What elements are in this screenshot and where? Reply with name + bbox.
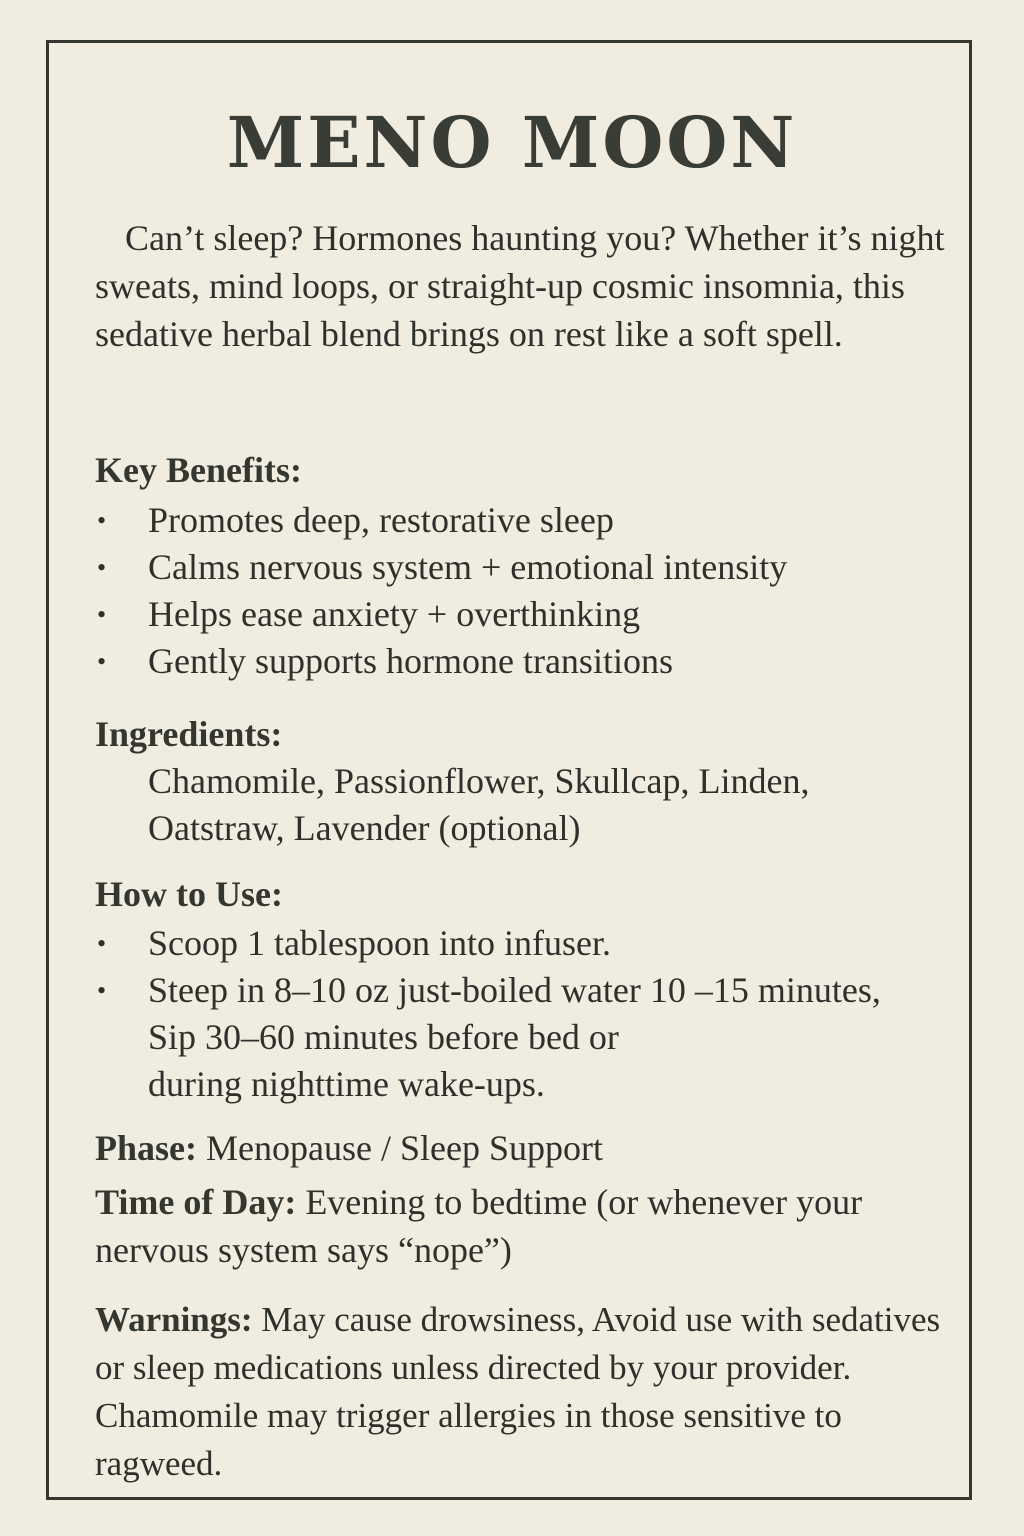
ingredients-line: Chamomile, Passionflower, Skullcap, Linden, xyxy=(148,761,810,801)
benefit-text: Promotes deep, restorative sleep xyxy=(148,500,614,540)
bullet-icon: • xyxy=(97,553,107,582)
bullet-icon: • xyxy=(97,506,107,535)
how-to-use-list xyxy=(95,920,955,1108)
time-of-day-label: Time of Day: xyxy=(95,1182,297,1222)
step-text: Sip 30–60 minutes before bed or xyxy=(148,1017,619,1057)
product-title: MENO MOON xyxy=(226,101,798,184)
list-item xyxy=(95,497,955,544)
list-item xyxy=(95,967,955,1014)
time-of-day-line xyxy=(95,1178,955,1274)
warnings-label: Warnings: xyxy=(95,1300,253,1339)
bullet-icon: • xyxy=(97,929,107,958)
list-item-continuation xyxy=(95,1061,955,1108)
key-benefits-heading: Key Benefits: xyxy=(95,450,302,490)
phase-line xyxy=(95,1124,955,1172)
phase-label: Phase: xyxy=(95,1128,197,1168)
key-benefits-list xyxy=(95,497,955,685)
list-item xyxy=(95,920,955,967)
benefit-text: Helps ease anxiety + overthinking xyxy=(148,594,641,634)
ingredients-list xyxy=(148,758,948,852)
list-item xyxy=(95,544,955,591)
step-text: Steep in 8–10 oz just-boiled water 10 –15 minutes, xyxy=(148,970,881,1010)
intro-paragraph: Can’t sleep? Hormones haunting you? Whether it’s night sweats, mind loops, or straight-up cosmic insomnia, this sedative herbal blend brings on rest like a soft spell. xyxy=(95,218,945,354)
step-text: during nighttime wake-ups. xyxy=(148,1064,545,1104)
bullet-icon: • xyxy=(97,600,107,629)
how-to-use-heading: How to Use: xyxy=(95,874,283,914)
list-item xyxy=(95,638,955,685)
time-of-day-value: Evening to bedtime (or whenever your nervous system says “nope”) xyxy=(95,1182,863,1270)
ingredients-heading: Ingredients: xyxy=(95,714,283,754)
benefit-text: Calms nervous system + emotional intensity xyxy=(148,547,788,587)
bullet-icon: • xyxy=(97,647,107,676)
list-item xyxy=(95,591,955,638)
bullet-icon: • xyxy=(97,976,107,1005)
warnings-text: May cause drowsiness, Avoid use with sedatives or sleep medications unless directed by your provider. Chamomile may trigger allergies in those sensitive to ragweed. xyxy=(95,1300,941,1483)
benefit-text: Gently supports hormone transitions xyxy=(148,641,673,681)
list-item-continuation xyxy=(95,1014,955,1061)
warnings-paragraph xyxy=(95,1296,955,1488)
phase-value: Menopause / Sleep Support xyxy=(206,1128,603,1168)
ingredients-line: Oatstraw, Lavender (optional) xyxy=(148,808,581,848)
step-text: Scoop 1 tablespoon into infuser. xyxy=(148,923,611,963)
